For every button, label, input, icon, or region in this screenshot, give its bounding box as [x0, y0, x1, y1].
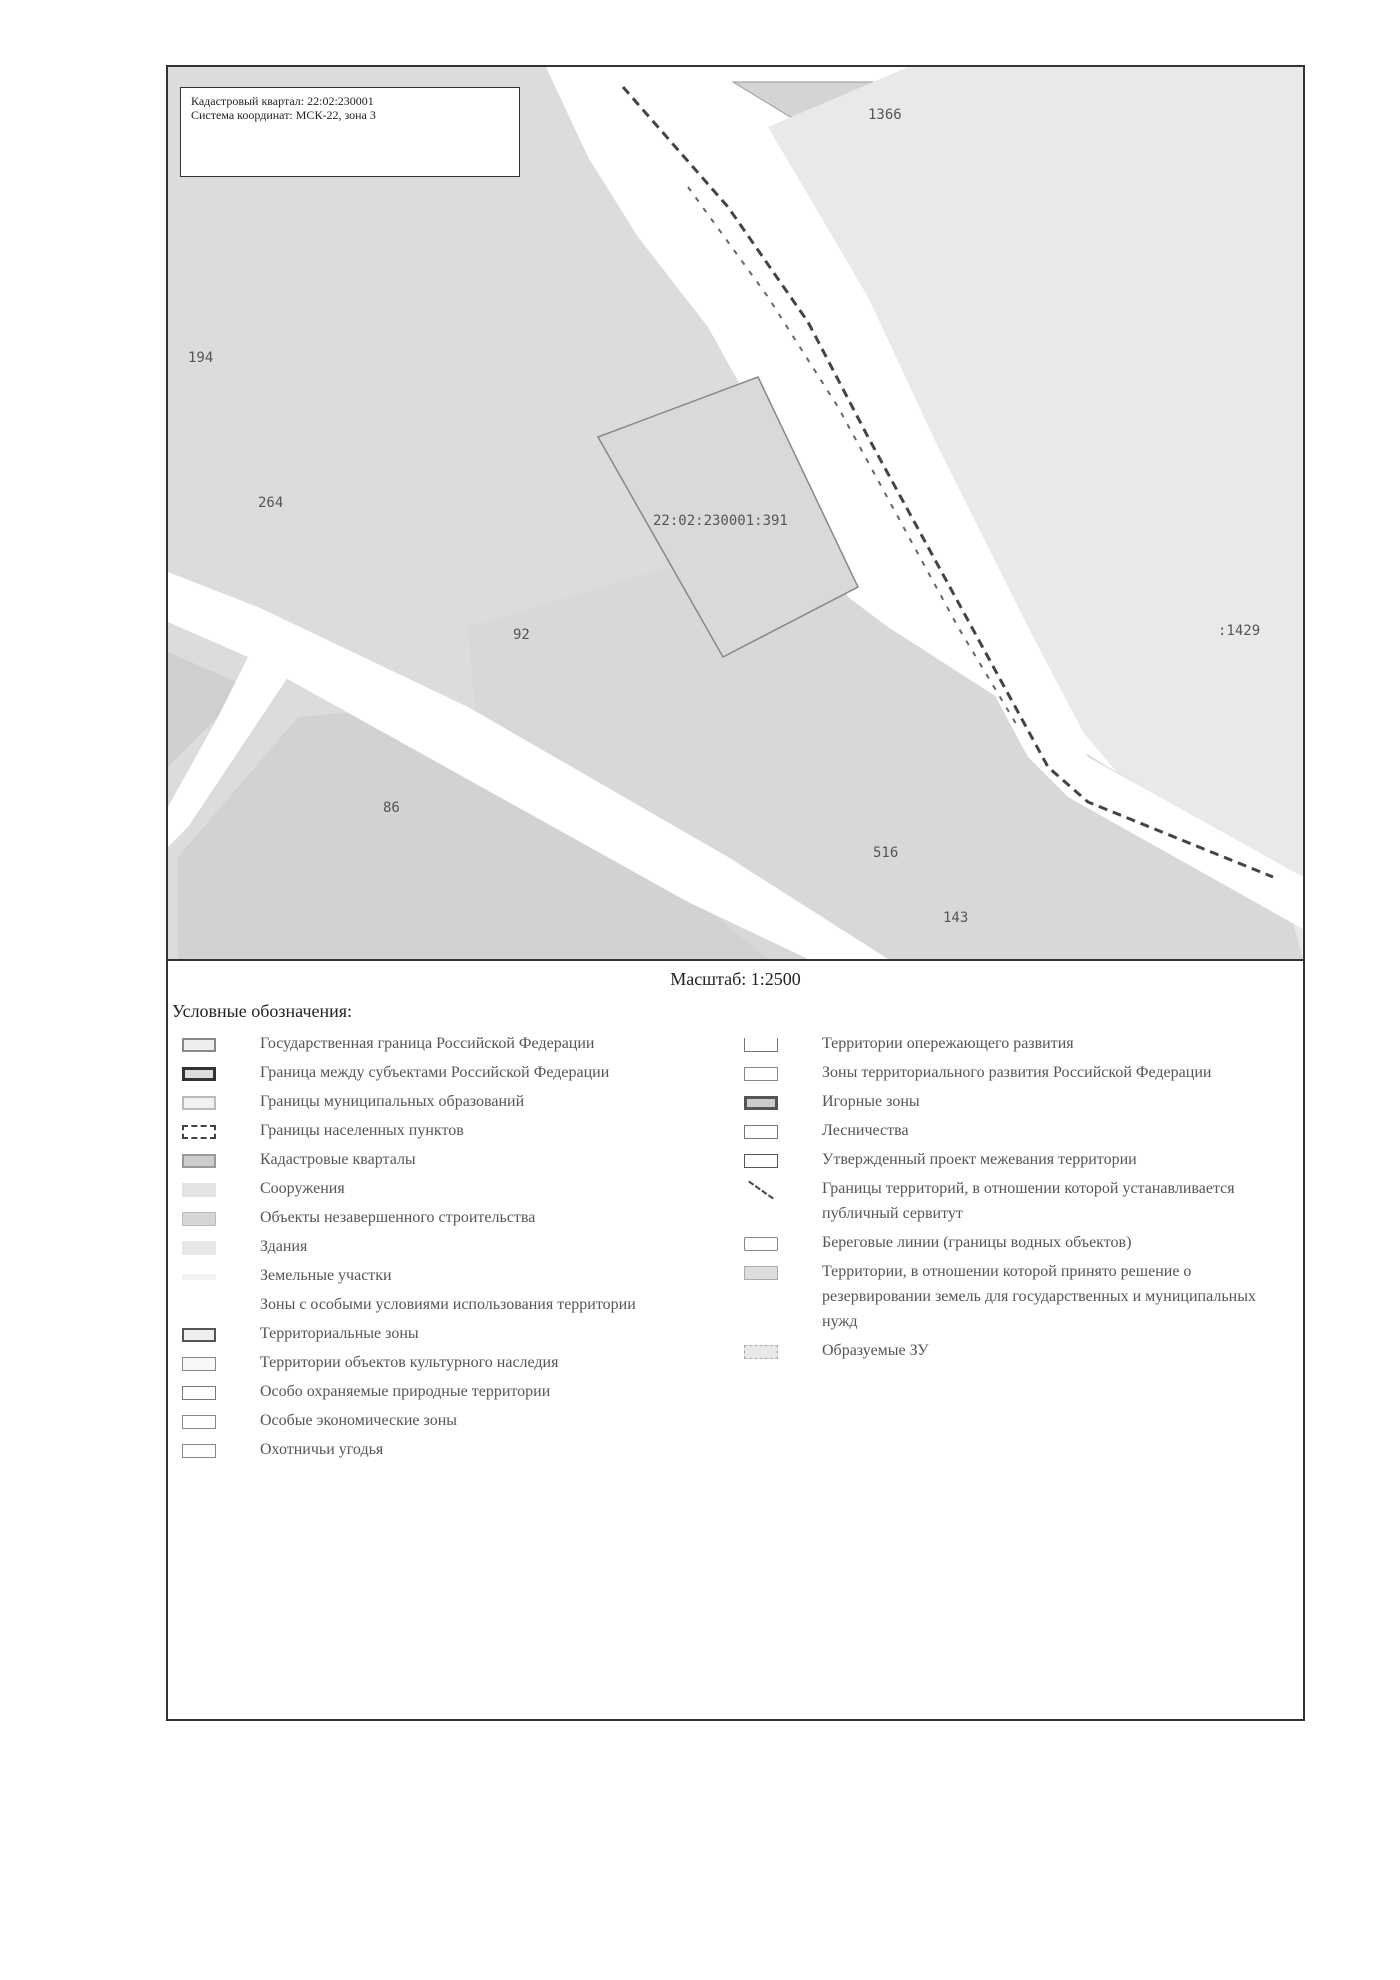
hunting-grounds-symbol [182, 1444, 216, 1458]
legend-label: Территории опережающего развития [822, 1035, 1074, 1052]
protected-area-symbol [182, 1386, 216, 1400]
coordinate-system: Система координат: МСК-22, зона 3 [191, 108, 376, 122]
legend-item [182, 1035, 742, 1056]
legend-item [182, 1151, 742, 1172]
heritage-territory-symbol [182, 1357, 216, 1371]
legend-label: Зоны территориального развития Российской Федерации [822, 1064, 1212, 1081]
development-zone-symbol [744, 1067, 778, 1081]
legend-label: Границы территорий, в отношении которой устанавливается публичный сервитут [822, 1180, 1235, 1222]
label-1366: 1366 [868, 107, 902, 123]
legend-label: Особые экономические зоны [260, 1412, 458, 1429]
label-main-parcel: 22:02:230001:391 [653, 513, 788, 529]
legend-label: Государственная граница Российской Федерации [260, 1035, 595, 1052]
coastline-symbol [744, 1237, 778, 1251]
cadastral-quarter-symbol [182, 1154, 216, 1168]
legend-label: Границы населенных пунктов [260, 1122, 464, 1139]
territorial-zone-symbol [182, 1328, 216, 1342]
subject-border-symbol [182, 1067, 216, 1081]
legend-item [744, 1122, 1264, 1143]
label-92: 92 [513, 627, 530, 643]
servitude-line-symbol [744, 1183, 778, 1197]
land-plot-symbol [182, 1274, 216, 1280]
gambling-zone-symbol [744, 1096, 778, 1110]
legend-label: Особо охраняемые природные территории [260, 1383, 551, 1400]
legend-label: Сооружения [260, 1180, 345, 1197]
label-86: 86 [383, 800, 400, 816]
municipal-border-symbol [182, 1096, 216, 1110]
legend-label: Территориальные зоны [260, 1325, 419, 1342]
map-canvas [168, 67, 1303, 959]
label-194: 194 [188, 350, 214, 366]
legend-item [182, 1441, 742, 1462]
building-symbol [182, 1241, 216, 1255]
label-516: 516 [873, 845, 899, 861]
forestry-symbol [744, 1125, 778, 1139]
legend-label: Игорные зоны [822, 1093, 920, 1110]
legend-left-column [182, 1035, 742, 1470]
label-264: 264 [258, 495, 284, 511]
legend-label: Образуемые ЗУ [822, 1342, 929, 1359]
legend-label: Утвержденный проект межевания территории [822, 1151, 1137, 1168]
formed-plot-symbol [744, 1345, 778, 1359]
label-1429: :1429 [1218, 623, 1261, 639]
legend-item [182, 1354, 742, 1375]
legend-item [744, 1151, 1264, 1172]
legend-label: Граница между субъектами Российской Федерации [260, 1064, 610, 1081]
legend-item [182, 1238, 742, 1259]
cadastral-quarter: Кадастровый квартал: 22:02:230001 [191, 94, 374, 108]
legend-item [182, 1412, 742, 1433]
legend-item [182, 1122, 742, 1143]
survey-project-symbol [744, 1154, 778, 1168]
info-box [180, 87, 520, 177]
legend-label: Охотничьи угодья [260, 1441, 384, 1458]
economic-zone-symbol [182, 1415, 216, 1429]
settlement-border-symbol [182, 1125, 216, 1139]
state-border-symbol [182, 1038, 216, 1052]
special-zone-symbol [182, 1299, 216, 1313]
legend-label: Границы муниципальных образований [260, 1093, 525, 1110]
legend-item [744, 1093, 1264, 1114]
legend-label: Земельные участки [260, 1267, 392, 1284]
legend-item [744, 1064, 1264, 1085]
legend-label: Территории, в отношении которой принято решение о резервировании земель для государственных и муниципальных нужд [822, 1263, 1256, 1330]
legend-item [182, 1267, 742, 1288]
advanced-development-symbol [744, 1038, 778, 1052]
legend-item [182, 1325, 742, 1346]
legend-item [744, 1234, 1264, 1255]
legend-label: Зоны с особыми условиями использования территории [260, 1296, 636, 1313]
legend-label: Объекты незавершенного строительства [260, 1209, 536, 1226]
unfinished-construction-symbol [182, 1212, 216, 1226]
legend-item [182, 1296, 742, 1317]
legend-item [744, 1263, 1264, 1334]
legend-item [744, 1180, 1264, 1226]
legend-label: Здания [260, 1238, 308, 1255]
legend-item [182, 1093, 742, 1114]
legend-title: Условные обозначения: [172, 1001, 353, 1021]
legend-right-column [744, 1035, 1264, 1371]
cadastral-sheet [166, 65, 1305, 1721]
cadastral-map [168, 67, 1303, 961]
legend-label: Береговые линии (границы водных объектов) [822, 1234, 1132, 1251]
legend-item [182, 1064, 742, 1085]
legend-item [182, 1180, 742, 1201]
legend-label: Территории объектов культурного наследия [260, 1354, 559, 1371]
structure-symbol [182, 1183, 216, 1197]
legend-label: Лесничества [822, 1122, 909, 1139]
legend-item [182, 1383, 742, 1404]
legend-item [182, 1209, 742, 1230]
label-143: 143 [943, 910, 969, 926]
scale-label: Масштаб: 1:2500 [670, 969, 801, 989]
legend-item [744, 1342, 1264, 1363]
reserved-land-symbol [744, 1266, 778, 1280]
legend-item [744, 1035, 1264, 1056]
legend-label: Кадастровые кварталы [260, 1151, 416, 1168]
